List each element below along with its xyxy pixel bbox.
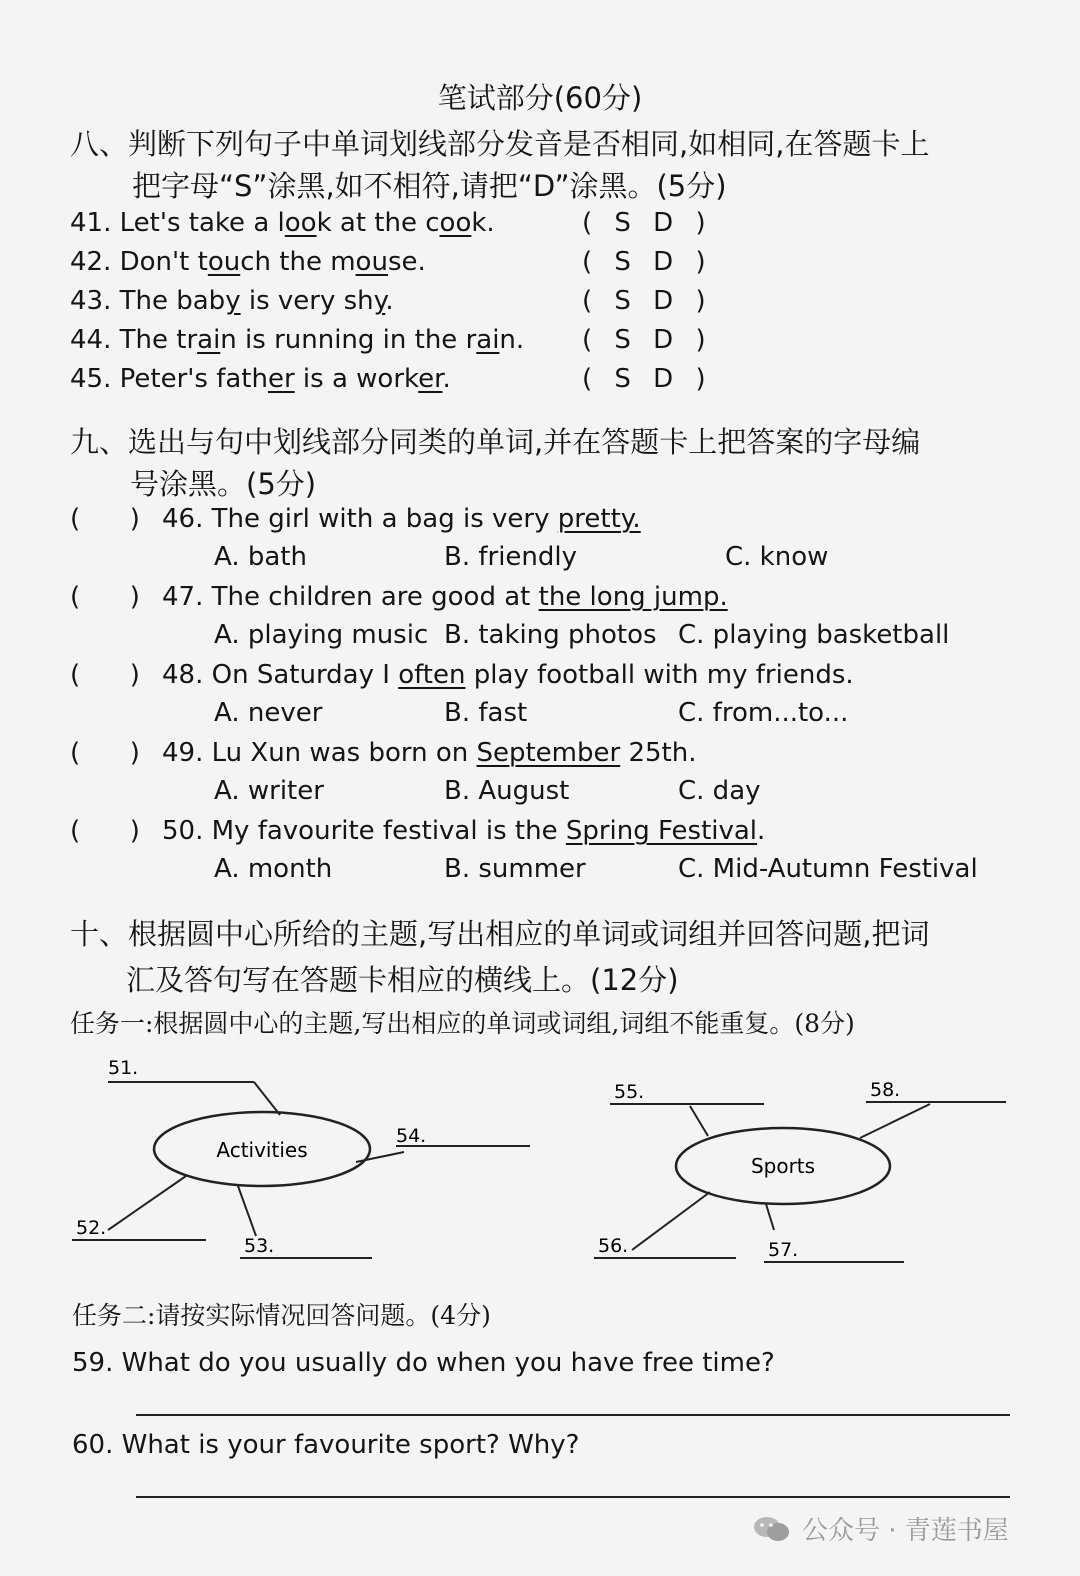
question-59: 59. What do you usually do when you have free time? xyxy=(72,1348,775,1378)
option-48-b: B. fast xyxy=(444,698,528,728)
option-46-a: A. bath xyxy=(214,542,307,572)
answer-line-59[interactable] xyxy=(136,1414,1010,1416)
option-47-b: B. taking photos xyxy=(444,620,657,650)
activities-mind-map xyxy=(72,1057,530,1258)
item-44: 44. The train is running in the rain. xyxy=(70,325,525,355)
label-52: 52. xyxy=(76,1217,107,1239)
option-50-b: B. summer xyxy=(444,854,586,884)
label-55: 55. xyxy=(614,1081,645,1103)
item-43: 43. The baby is very shy. xyxy=(70,286,394,316)
task-1-instruction: 任务一:根据圆中心的主题,写出相应的单词或词组,词组不能重复。(8分) xyxy=(70,1009,855,1038)
activities-center-label: Activities xyxy=(216,1138,308,1162)
option-49-a: A. writer xyxy=(214,776,324,806)
option-50-c: C. Mid-Autumn Festival xyxy=(678,854,978,884)
answer-line-60[interactable] xyxy=(136,1496,1010,1498)
label-57: 57. xyxy=(768,1239,799,1261)
item-41: 41. Let's take a look at the cook. xyxy=(70,208,495,238)
item-49: 49. Lu Xun was born on September 25th. xyxy=(162,738,697,768)
wechat-icon xyxy=(752,1514,792,1544)
item-45: 45. Peter's father is a worker. xyxy=(70,364,451,394)
task-2-instruction: 任务二:请按实际情况回答问题。(4分) xyxy=(72,1301,491,1330)
option-48-c: C. from...to... xyxy=(678,698,849,728)
section-10-heading-line2: 汇及答句写在答题卡相应的横线上。(12分) xyxy=(126,963,679,997)
answer-paren-50[interactable]: ( ) xyxy=(70,816,140,846)
option-50-a: A. month xyxy=(214,854,333,884)
option-46-b: B. friendly xyxy=(444,542,578,572)
mind-map-diagrams xyxy=(0,1040,1080,1280)
choice-44[interactable]: ( S D ) xyxy=(582,325,706,355)
question-60: 60. What is your favourite sport? Why? xyxy=(72,1430,580,1460)
label-56: 56. xyxy=(598,1235,629,1257)
option-49-c: C. day xyxy=(678,776,761,806)
item-42: 42. Don't touch the mouse. xyxy=(70,247,426,277)
option-47-c: C. playing basketball xyxy=(678,620,950,650)
choice-41[interactable]: ( S D ) xyxy=(582,208,706,238)
option-46-c: C. know xyxy=(725,542,829,572)
section-9-heading-line2: 号涂黑。(5分) xyxy=(130,467,317,501)
label-53: 53. xyxy=(244,1235,275,1257)
answer-paren-46[interactable]: ( ) xyxy=(70,504,140,534)
answer-paren-48[interactable]: ( ) xyxy=(70,660,140,690)
option-49-b: B. August xyxy=(444,776,570,806)
answer-paren-49[interactable]: ( ) xyxy=(70,738,140,768)
section-8-heading-line1: 八、判断下列句子中单词划线部分发音是否相同,如相同,在答题卡上 xyxy=(70,127,930,161)
item-46: 46. The girl with a bag is very pretty. xyxy=(162,504,641,534)
option-48-a: A. never xyxy=(214,698,323,728)
sports-mind-map xyxy=(594,1079,1006,1262)
answer-paren-47[interactable]: ( ) xyxy=(70,582,140,612)
item-50: 50. My favourite festival is the Spring Festival. xyxy=(162,816,766,846)
option-47-a: A. playing music xyxy=(214,620,429,650)
section-9-heading-line1: 九、选出与句中划线部分同类的单词,并在答题卡上把答案的字母编 xyxy=(70,425,921,459)
page-title: 笔试部分(60分) xyxy=(437,81,643,115)
watermark-text: 公众号 · 青莲书屋 xyxy=(802,1516,1009,1546)
choice-45[interactable]: ( S D ) xyxy=(582,364,706,394)
watermark xyxy=(752,1510,1009,1547)
choice-42[interactable]: ( S D ) xyxy=(582,247,706,277)
label-51: 51. xyxy=(108,1057,139,1079)
label-58: 58. xyxy=(870,1079,901,1101)
section-8-heading-line2: 把字母“S”涂黑,如不相符,请把“D”涂黑。(5分) xyxy=(132,169,727,203)
item-48: 48. On Saturday I often play football with my friends. xyxy=(162,660,854,690)
choice-43[interactable]: ( S D ) xyxy=(582,286,706,316)
section-10-heading-line1: 十、根据圆中心所给的主题,写出相应的单词或词组并回答问题,把词 xyxy=(70,917,930,951)
label-54: 54. xyxy=(396,1125,427,1147)
sports-center-label: Sports xyxy=(750,1154,816,1178)
item-47: 47. The children are good at the long jump. xyxy=(162,582,728,612)
